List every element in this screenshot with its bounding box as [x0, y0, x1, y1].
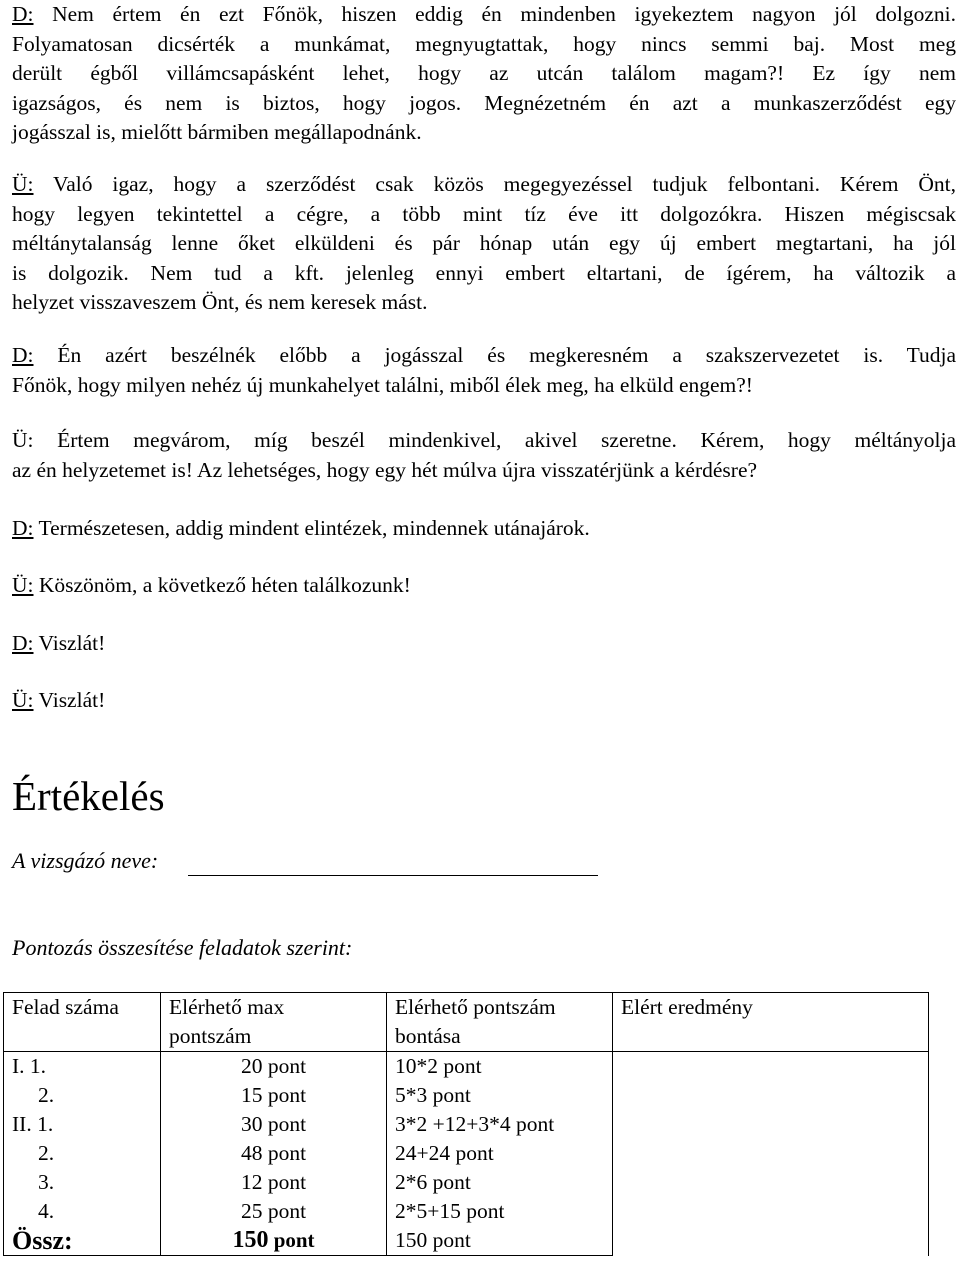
- candidate-name-label: A vizsgázó neve:: [12, 848, 159, 873]
- speaker-label: D:: [12, 2, 34, 26]
- task-number: 4.: [4, 1197, 161, 1226]
- dialogue-line: D: Én azért beszélnék előbb a jogásszal és megkeresném a szakszervezetet is. Tudja: [12, 343, 956, 367]
- points-breakdown: 5*3 pont: [387, 1081, 613, 1110]
- result-cell[interactable]: [613, 1110, 929, 1139]
- max-points: 12 pont: [161, 1168, 387, 1197]
- max-points: 20 pont: [161, 1052, 387, 1082]
- task-number: 2.: [4, 1139, 161, 1168]
- task-number: II. 1.: [4, 1110, 161, 1139]
- dialogue-line: is dolgozik. Nem tud a kft. jelenleg ennyi embert eltartani, de ígérem, ha változik a: [12, 260, 956, 285]
- task-number: I. 1.: [4, 1052, 161, 1082]
- dialogue-paragraph-1: [12, 0, 956, 148]
- speaker-label: D:: [12, 516, 34, 540]
- dialogue-paragraph-4: [12, 426, 956, 485]
- table-row: [4, 1081, 929, 1110]
- speaker-label: D:: [12, 631, 34, 655]
- points-breakdown: 3*2 +12+3*4 pont: [387, 1110, 613, 1139]
- candidate-name-line[interactable]: [188, 875, 598, 876]
- table-total-row: [4, 1226, 929, 1256]
- total-max-points: 150 pont: [161, 1226, 387, 1256]
- dialogue-paragraph-5: D: Természetesen, addig mindent elintézek, mindennek utánajárok.: [12, 516, 590, 540]
- speaker-label: D:: [12, 343, 34, 367]
- total-label: Össz:: [4, 1226, 161, 1256]
- result-cell[interactable]: [613, 1081, 929, 1110]
- points-breakdown: 24+24 pont: [387, 1139, 613, 1168]
- header-achieved-result: Elért eredmény: [613, 993, 929, 1052]
- header-task-number: Felad száma: [4, 993, 161, 1052]
- task-number: 2.: [4, 1081, 161, 1110]
- result-cell[interactable]: [613, 1139, 929, 1168]
- table-row: [4, 1139, 929, 1168]
- dialogue-line: Folyamatosan dicsérték a munkámat, megnyugtattak, hogy nincs semmi baj. Most meg: [12, 31, 956, 56]
- speaker-label: Ü:: [12, 172, 34, 196]
- scoring-summary-label: Pontozás összesítése feladatok szerint:: [12, 935, 353, 960]
- table-row: [4, 1110, 929, 1139]
- dialogue-paragraph-6: Ü: Köszönöm, a következő héten találkozunk!: [12, 573, 411, 597]
- dialogue-paragraph-2: [12, 170, 956, 318]
- total-breakdown: 150 pont: [387, 1226, 613, 1256]
- speaker-label: Ü:: [12, 573, 34, 597]
- table-header-row: [4, 993, 929, 1052]
- total-result-cell[interactable]: [613, 1226, 929, 1256]
- header-max-points: Elérhető max pontszám: [161, 993, 387, 1052]
- result-cell[interactable]: [613, 1052, 929, 1082]
- scoring-table: [3, 992, 929, 1256]
- dialogue-line: derült égből villámcsapásként lehet, hogy az utcán találom magam?! Ez így nem: [12, 61, 956, 85]
- table-row: [4, 1052, 929, 1082]
- dialogue-paragraph-7: D: Viszlát!: [12, 631, 106, 655]
- dialogue-line: jogásszal is, mielőtt bármiben megállapodnánk.: [12, 120, 422, 144]
- points-breakdown: 2*6 pont: [387, 1168, 613, 1197]
- dialogue-line: az én helyzetemet is! Az lehetséges, hogy egy hét múlva újra visszatérjünk a kérdésre?: [12, 457, 758, 482]
- dialogue-line: méltánytalanság lenne őket elküldeni és pár hónap után egy új embert megtartani, ha jól: [12, 231, 956, 255]
- max-points: 30 pont: [161, 1110, 387, 1139]
- dialogue-line: hogy legyen tekintettel a cégre, a több mint tíz éve itt dolgozókra. Hiszen mégiscsak: [12, 201, 956, 226]
- max-points: 25 pont: [161, 1197, 387, 1226]
- table-row: [4, 1197, 929, 1226]
- points-breakdown: 10*2 pont: [387, 1052, 613, 1082]
- dialogue-paragraph-3: [12, 341, 956, 400]
- dialogue-line: Ü: Való igaz, hogy a szerződést csak közös megegyezéssel tudjuk felbontani. Kérem Önt,: [12, 172, 956, 196]
- max-points: 48 pont: [161, 1139, 387, 1168]
- dialogue-line: Ü: Értem megvárom, míg beszél mindenkivel, akivel szeretne. Kérem, hogy méltányolja: [12, 428, 956, 452]
- dialogue-line: helyzet visszaveszem Önt, és nem keresek mást.: [12, 290, 428, 314]
- dialogue-line: Főnök, hogy milyen nehéz új munkahelyet találni, miből élek meg, ha elküld engem?!: [12, 372, 753, 397]
- header-points-breakdown: Elérhető pontszám bontása: [387, 993, 613, 1052]
- dialogue-paragraph-8: Ü: Viszlát!: [12, 688, 106, 712]
- evaluation-heading: Értékelés: [12, 773, 165, 819]
- task-number: 3.: [4, 1168, 161, 1197]
- result-cell[interactable]: [613, 1168, 929, 1197]
- dialogue-line: igazságos, és nem is biztos, hogy jogos. Megnézetném én azt a munkaszerződést egy: [12, 90, 956, 115]
- max-points: 15 pont: [161, 1081, 387, 1110]
- table-row: [4, 1168, 929, 1197]
- dialogue-line: D: Nem értem én ezt Főnök, hiszen eddig én mindenben igyekeztem nagyon jól dolgozni.: [12, 2, 956, 26]
- speaker-label: Ü:: [12, 688, 34, 712]
- points-breakdown: 2*5+15 pont: [387, 1197, 613, 1226]
- result-cell[interactable]: [613, 1197, 929, 1226]
